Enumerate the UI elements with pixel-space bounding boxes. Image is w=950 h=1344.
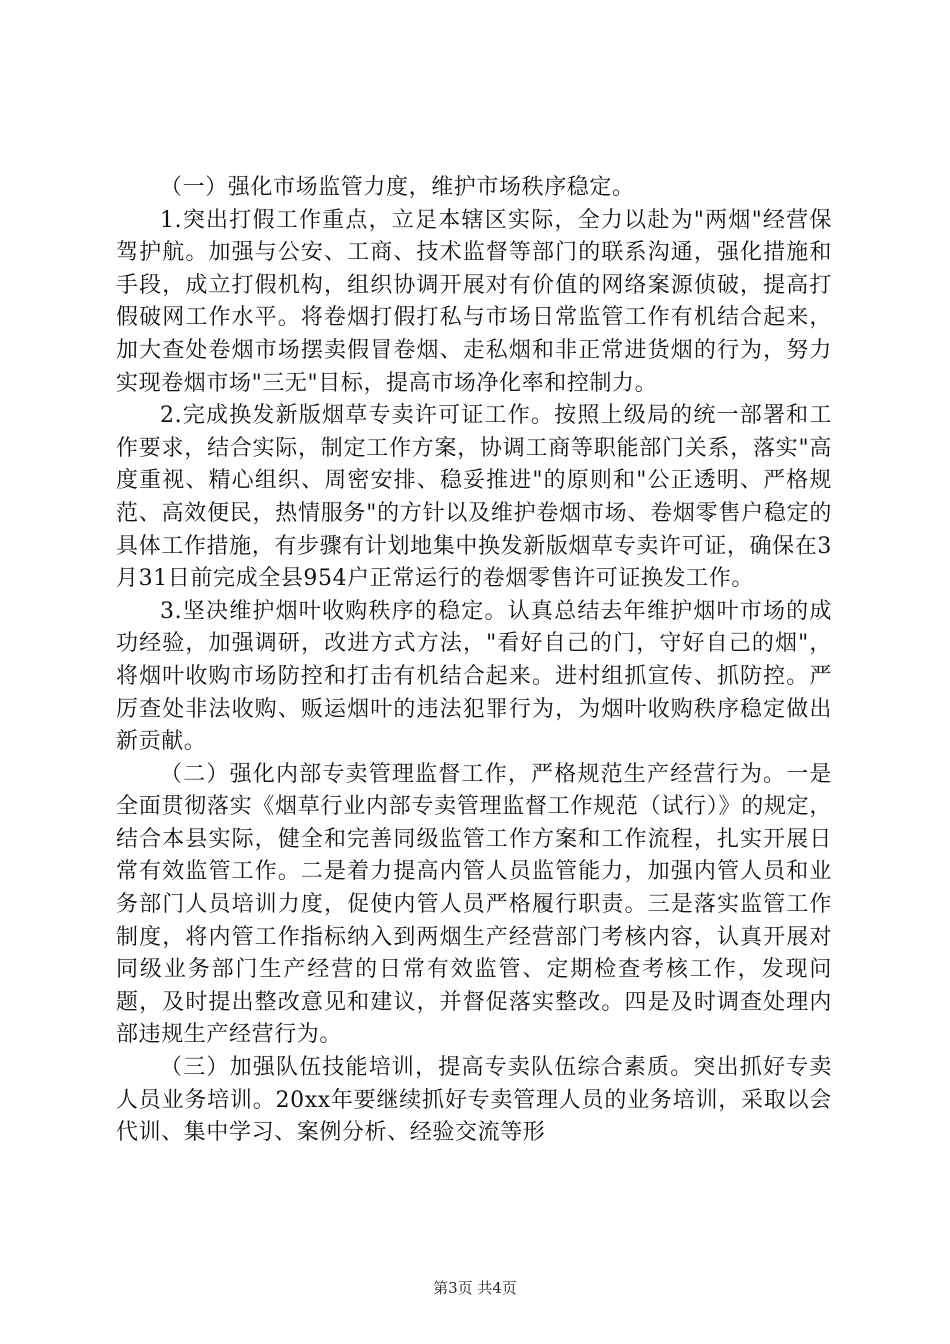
paragraph-2: 1.突出打假工作重点，立足本辖区实际，全力以赴为"两烟"经营保驾护航。加强与公安、工商、技术监督等部门的联系沟通，强化措施和手段，成立打假机构，组织协调开展对有价值的网络案源侦破，提高打假破网工作水平。将卷烟打假打私与市场日常监管工作有机结合起来，加大查处卷烟市场摆卖假冒卷烟、走私烟和非正常进货烟的行为，努力实现卷烟市场"三无"目标，提高市场净化率和控制力。 bbox=[116, 207, 832, 396]
paragraph-5: （二）强化内部专卖管理监督工作，严格规范生产经营行为。一是全面贯彻落实《烟草行业内部专卖管理监督工作规范（试行）》的规定，结合本县实际，健全和完善同级监管工作方案和工作流程，扎实开展日常有效监管工作。二是着力提高内管人员监管能力，加强内管人员和业务部门人员培训力度，促使内管人员严格履行职责。三是落实监管工作制度，将内管工作指标纳入到两烟生产经营部门考核内容，认真开展对同级业务部门生产经营的日常有效监管、定期检查考核工作，发现问题，及时提出整改意见和建议，并督促落实整改。四是及时调查处理内部违规生产经营行为。 bbox=[116, 761, 832, 1048]
paragraph-6: （三）加强队伍技能培训，提高专卖队伍综合素质。突出抓好专卖人员业务培训。20xx年要继续抓好专卖管理人员的业务培训，采取以会代训、集中学习、案例分析、经验交流等形 bbox=[116, 1055, 832, 1146]
document-body bbox=[116, 172, 832, 1150]
page-footer bbox=[0, 1277, 950, 1298]
paragraph-1: （一）强化市场监管力度，维护市场秩序稳定。 bbox=[160, 175, 635, 200]
paragraph-3: 2.完成换发新版烟草专卖许可证工作。按照上级局的统一部署和工作要求，结合实际，制定工作方案，协调工商等职能部门关系，落实"高度重视、精心组织、周密安排、稳妥推进"的原则和"公正透明、严格规范、高效便民，热情服务"的方针以及维护卷烟市场、卷烟零售户稳定的具体工作措施，有步骤有计划地集中换发新版烟草专卖许可证，确保在3月31日前完成全县954户正常运行的卷烟零售许可证换发工作。 bbox=[116, 403, 832, 592]
page-number-label: 第3页 共4页 bbox=[433, 1279, 517, 1297]
paragraph-4: 3.坚决维护烟叶收购秩序的稳定。认真总结去年维护烟叶市场的成功经验，加强调研，改进方式方法，"看好自己的门，守好自己的烟"，将烟叶收购市场防控和打击有机结合起来。进村组抓宣传、抓防控。严厉查处非法收购、贩运烟叶的违法犯罪行为，为烟叶收购秩序稳定做出新贡献。 bbox=[116, 598, 832, 755]
